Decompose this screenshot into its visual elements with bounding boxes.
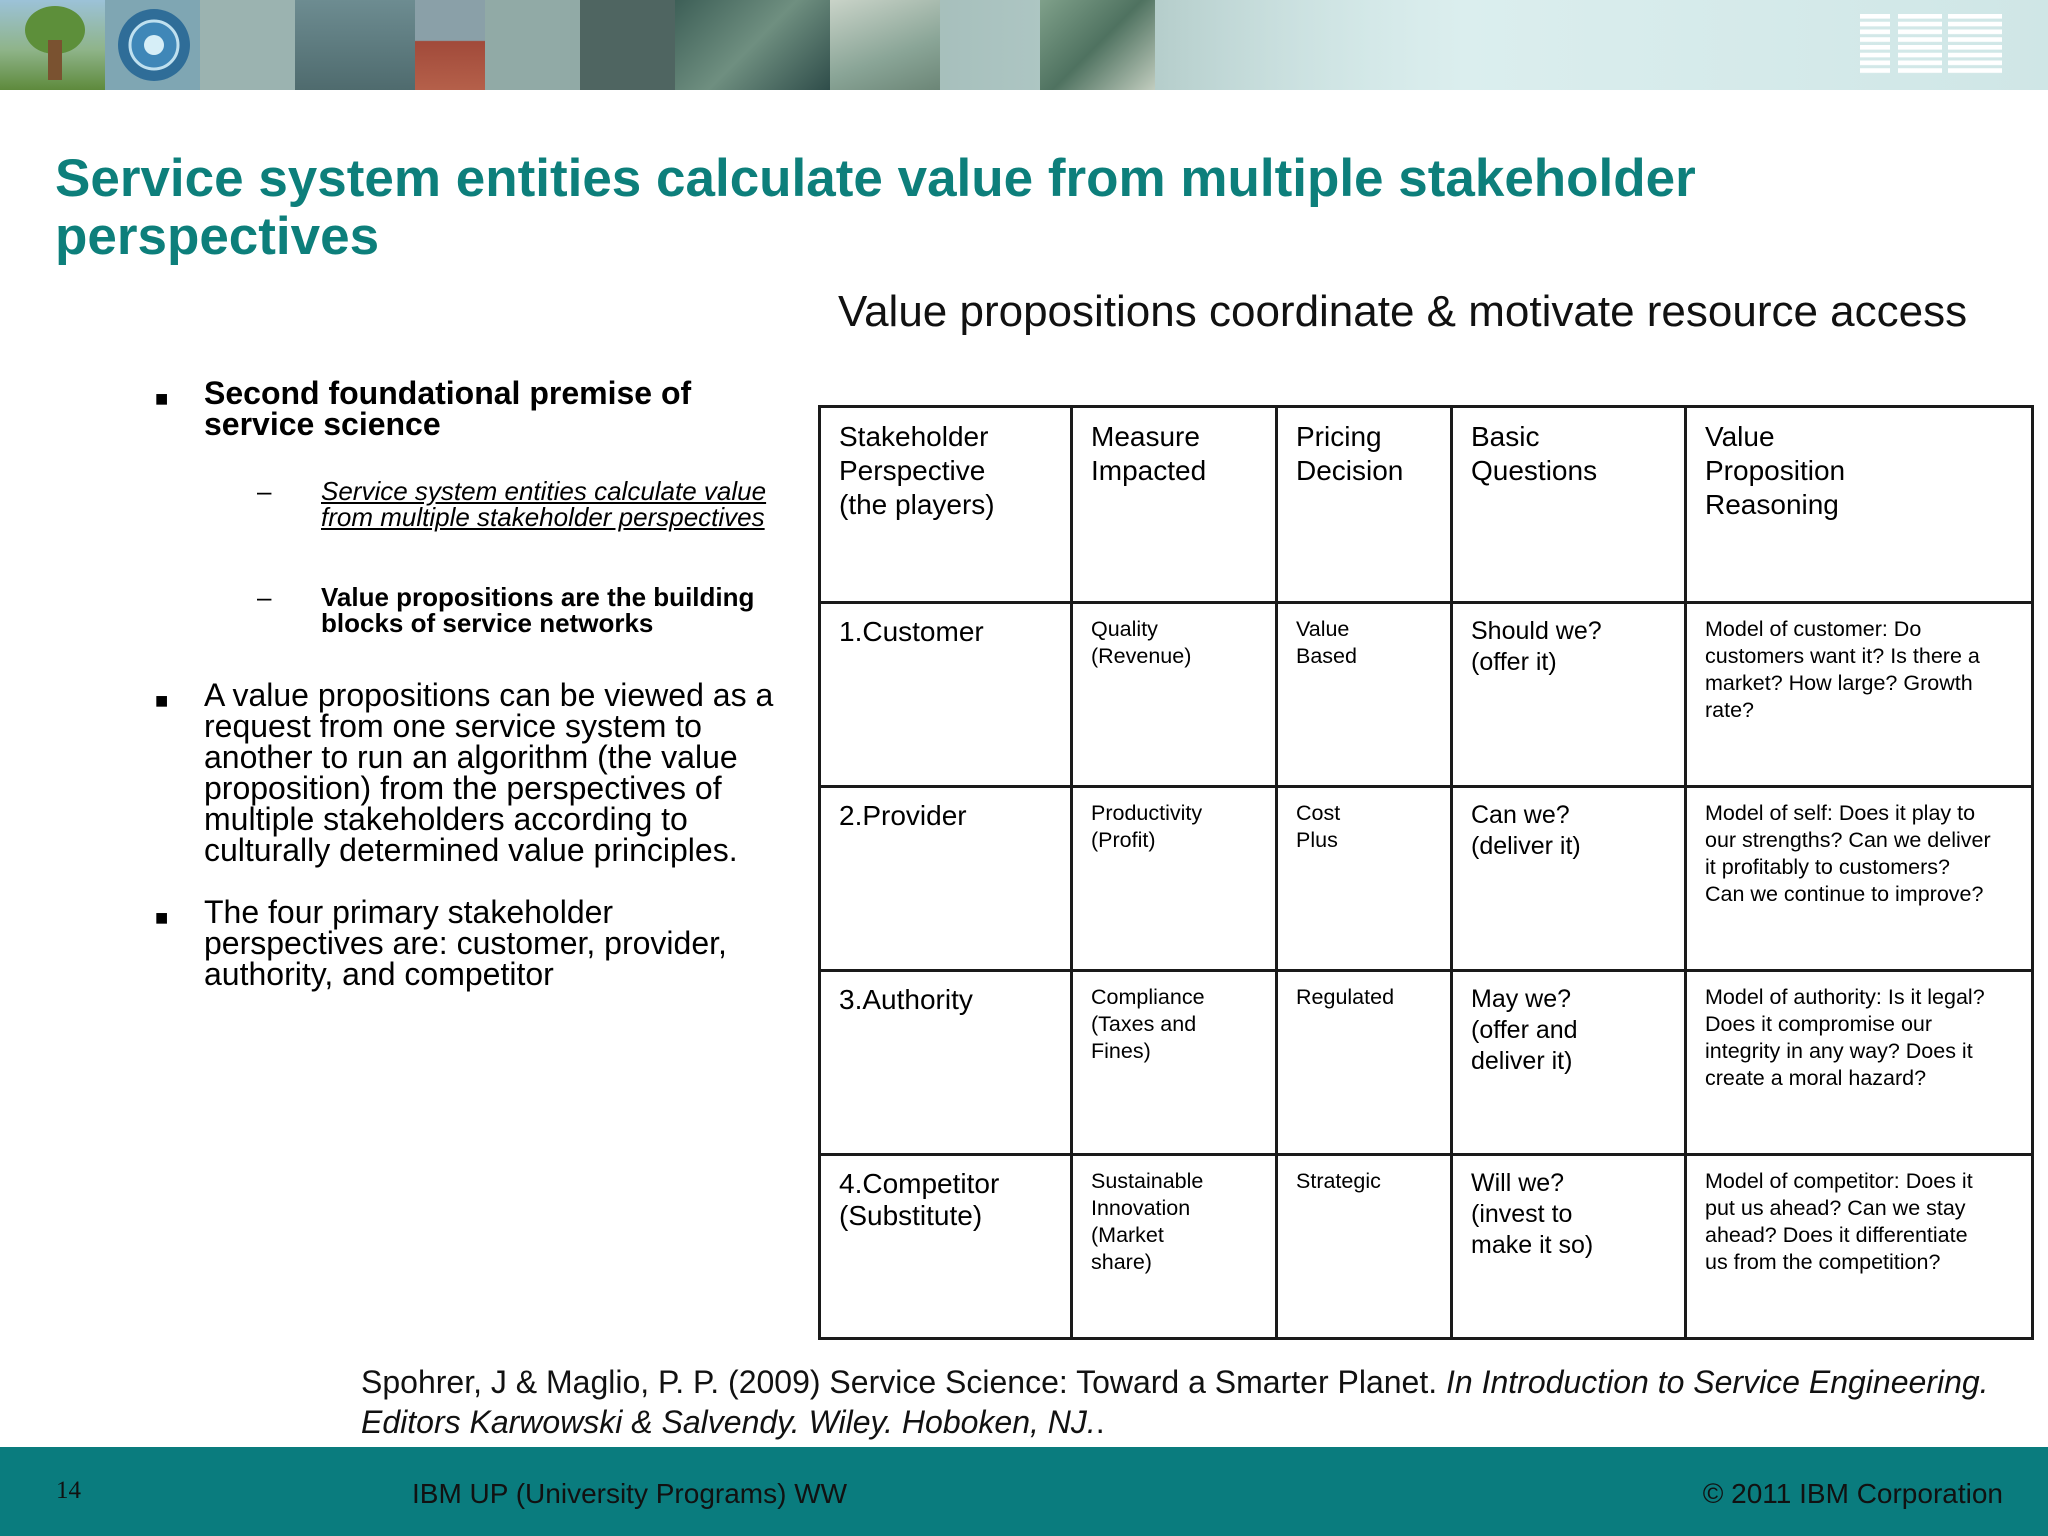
circuit-photo (1040, 0, 1155, 90)
citation-source: In Introduction to Service Engineering. Editors Karwowski & Salvendy. Wiley. Hoboken, NJ. (361, 1364, 1989, 1440)
citation (361, 1362, 2048, 1442)
dash-bullet-icon: – (257, 582, 272, 612)
cell-question: Will we? (invest to make it so) (1452, 1155, 1686, 1339)
house-photo (415, 0, 485, 90)
bullet-premise (150, 375, 790, 442)
square-bullet-icon: ■ (155, 905, 169, 930)
sub-bullet-propositions (150, 584, 790, 636)
square-bullet-icon: ■ (155, 688, 169, 713)
cell-question: May we? (offer and deliver it) (1452, 971, 1686, 1155)
cell-reasoning: Model of competitor: Does it put us ahead? Can we stay ahead? Does it differentiate us from the competition? (1686, 1155, 2033, 1339)
header-reasoning: Value Proposition Reasoning (1686, 407, 2033, 603)
bullet-request (150, 677, 790, 868)
sub-bullet-entities (150, 478, 790, 530)
cell-stakeholder: 1.Customer (820, 603, 1072, 787)
sub-bullet-propositions-text: Value propositions are the building blocks of service networks (321, 582, 755, 638)
ibm-logo (1858, 14, 2004, 76)
cell-pricing: Value Based (1277, 603, 1452, 787)
cycle-diagram-icon (112, 0, 197, 90)
page-number: 14 (56, 1477, 81, 1504)
cell-stakeholder: 3.Authority (820, 971, 1072, 1155)
header-banner (0, 0, 2048, 90)
header-pricing: Pricing Decision (1277, 407, 1452, 603)
cell-question: Can we? (deliver it) (1452, 787, 1686, 971)
square-bullet-icon: ■ (155, 386, 169, 411)
bullet-request-text: A value propositions can be viewed as a request from one service system to another to run an algorithm (the value proposition) from the perspectives of multiple stakeholders according to culturally determined value principles. (204, 677, 774, 868)
table-caption: Value propositions coordinate & motivate resource access (838, 287, 1968, 336)
table-row (820, 787, 2033, 971)
cell-measure: Sustainable Innovation (Market share) (1072, 1155, 1277, 1339)
bullet-list (150, 375, 790, 992)
cell-reasoning: Model of self: Does it play to our strengths? Can we deliver it profitably to customers? Can we continue to improve? (1686, 787, 2033, 971)
header-measure: Measure Impacted (1072, 407, 1277, 603)
table-row (820, 1155, 2033, 1339)
header-questions: Basic Questions (1452, 407, 1686, 603)
footer-bar (0, 1447, 2048, 1536)
building-photo (485, 0, 580, 90)
bullet-premise-text: Second foundational premise of service science (204, 375, 692, 442)
cell-measure: Quality (Revenue) (1072, 603, 1277, 787)
dash-bullet-icon: – (257, 476, 272, 506)
cell-stakeholder: 2.Provider (820, 787, 1072, 971)
cell-measure: Productivity (Profit) (1072, 787, 1277, 971)
tree-icon (10, 0, 100, 90)
footer-program: IBM UP (University Programs) WW (412, 1478, 848, 1509)
cell-stakeholder: 4.Competitor (Substitute) (820, 1155, 1072, 1339)
dark-photo (580, 0, 675, 90)
sub-bullet-entities-text: Service system entities calculate value from multiple stakeholder perspectives (321, 476, 767, 532)
value-proposition-table (818, 405, 2034, 1340)
footer-copyright: © 2011 IBM Corporation (1702, 1478, 2003, 1509)
aerial-photo (675, 0, 830, 90)
cell-pricing: Regulated (1277, 971, 1452, 1155)
citation-authors: Spohrer, J & Maglio, P. P. (2009) Service Science: Toward a Smarter Planet. (361, 1364, 1446, 1400)
cell-reasoning: Model of authority: Is it legal? Does it compromise our integrity in any way? Does it create a moral hazard? (1686, 971, 2033, 1155)
table-row (820, 971, 2033, 1155)
cell-pricing: Strategic (1277, 1155, 1452, 1339)
table-row (820, 603, 2033, 787)
cell-measure: Compliance (Taxes and Fines) (1072, 971, 1277, 1155)
cell-pricing: Cost Plus (1277, 787, 1452, 971)
lamp-photo (295, 0, 415, 90)
header-stakeholder: Stakeholder Perspective (the players) (820, 407, 1072, 603)
citation-end: . (1095, 1404, 1105, 1440)
map-photo (830, 0, 940, 90)
cell-reasoning: Model of customer: Do customers want it? Is there a market? How large? Growth rate? (1686, 603, 2033, 787)
bullet-perspectives (150, 894, 790, 992)
slide-title: Service system entities calculate value from multiple stakeholder perspectives (55, 149, 1696, 266)
bullet-perspectives-text: The four primary stakeholder perspectives are: customer, provider, authority, and competitor (204, 894, 727, 992)
cell-question: Should we? (offer it) (1452, 603, 1686, 787)
sky-photo (200, 0, 295, 90)
table-header-row (820, 407, 2033, 603)
